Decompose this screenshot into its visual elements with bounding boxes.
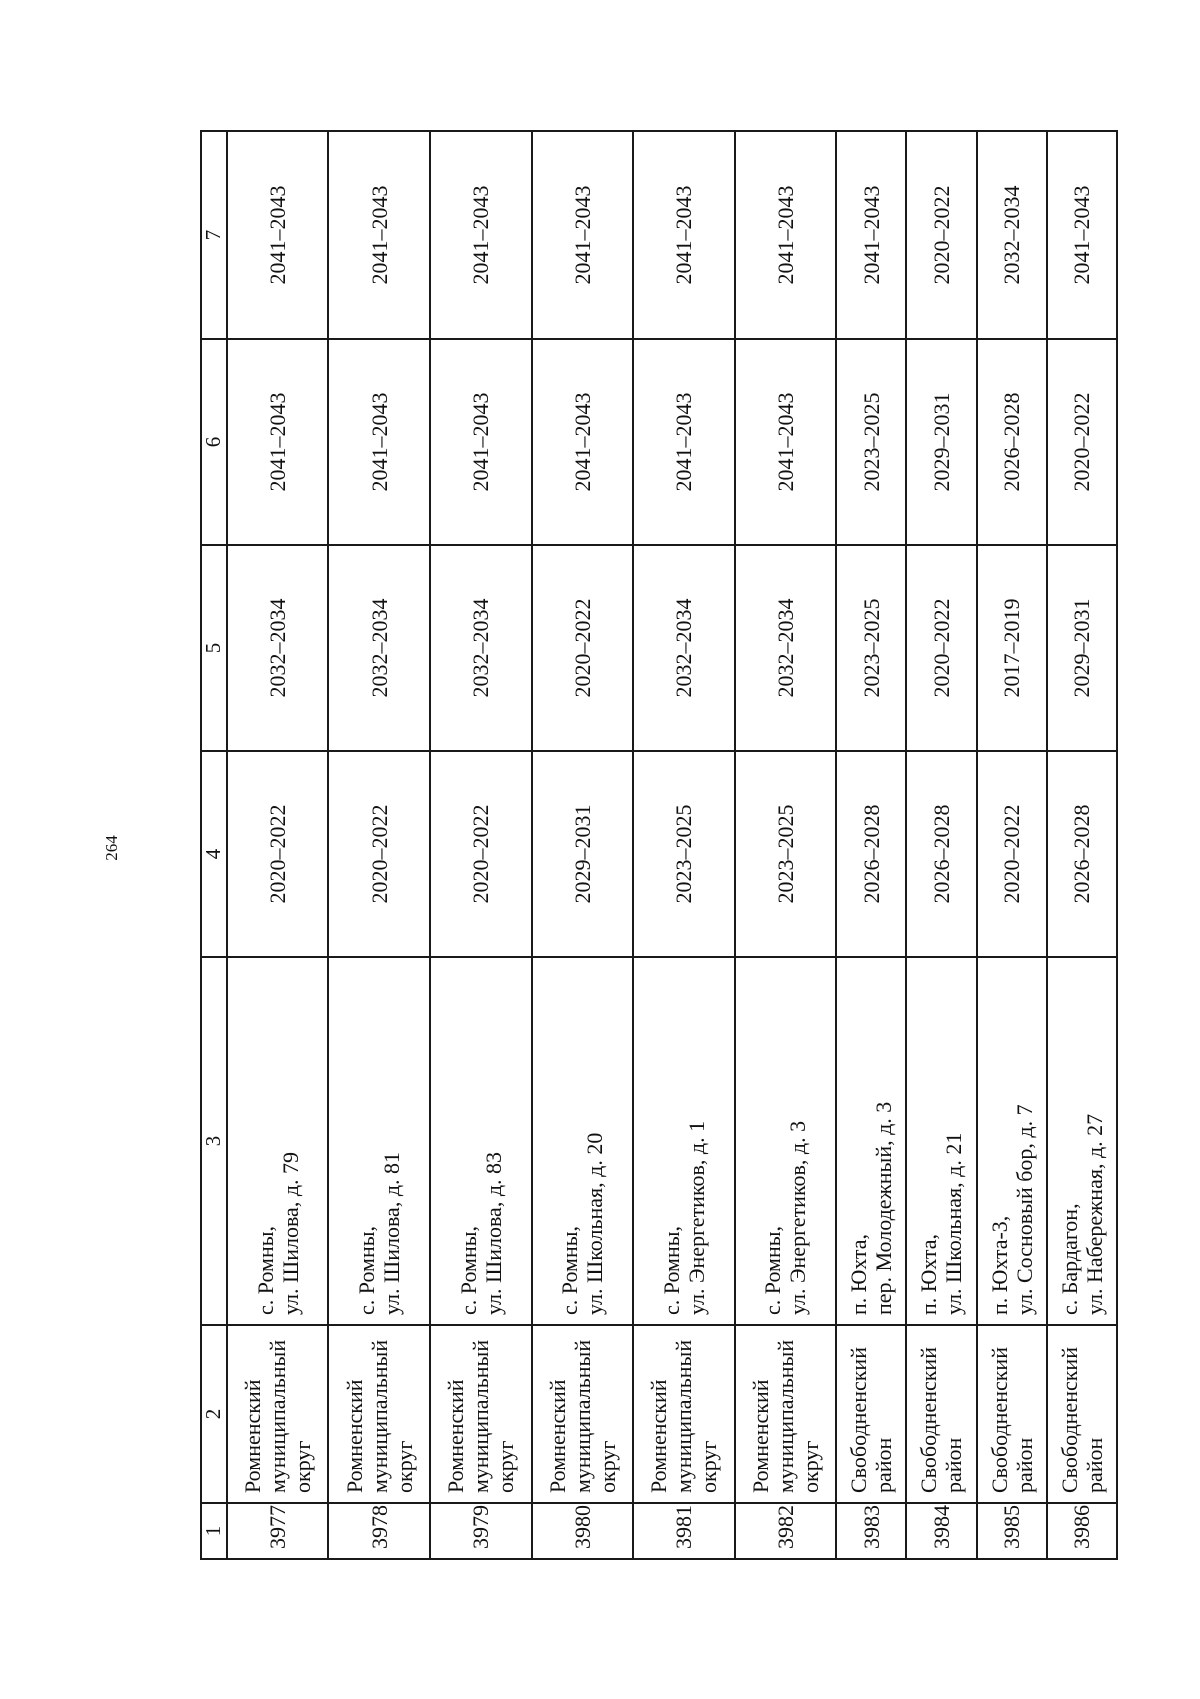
- address-line: с. Ромны,: [658, 1225, 684, 1315]
- district-cell: [633, 1325, 735, 1503]
- row-number: 3984: [906, 1503, 976, 1559]
- column-header-7: 7: [201, 131, 227, 339]
- district-line: муниципальный: [265, 1339, 291, 1493]
- district-line: Ромненский: [544, 1379, 570, 1493]
- period-cell-col5: 2020–2022: [532, 545, 634, 751]
- housing-repair-schedule-table: [200, 130, 1118, 1560]
- district-line: округ: [797, 1440, 823, 1493]
- address-line: ул. Шилова, д. 79: [277, 1151, 303, 1315]
- period-cell-col7: 2020–2022: [906, 131, 976, 339]
- address-line: ул. Набережная, д. 27: [1081, 1113, 1107, 1315]
- table-row: [328, 131, 430, 1559]
- period-cell-col5: 2032–2034: [735, 545, 837, 751]
- period-cell-col4: 2020–2022: [430, 751, 532, 957]
- district-line: Свободненский: [986, 1347, 1012, 1493]
- address-cell: [906, 957, 976, 1325]
- table-row: [633, 131, 735, 1559]
- period-cell-col6: 2041–2043: [227, 339, 329, 545]
- address-cell: [532, 957, 634, 1325]
- period-cell-col4: 2020–2022: [328, 751, 430, 957]
- address-line: п. Юхта,: [846, 1234, 872, 1315]
- district-cell: [227, 1325, 329, 1503]
- period-cell-col4: 2023–2025: [633, 751, 735, 957]
- table-row: [836, 131, 906, 1559]
- address-cell: [977, 957, 1047, 1325]
- district-cell: [735, 1325, 837, 1503]
- period-cell-col7: 2041–2043: [735, 131, 837, 339]
- address-line: с. Ромны,: [354, 1225, 380, 1315]
- address-line: п. Юхта,: [916, 1234, 942, 1315]
- address-line: с. Ромны,: [455, 1225, 481, 1315]
- period-cell-col4: 2026–2028: [906, 751, 976, 957]
- period-cell-col7: 2032–2034: [977, 131, 1047, 339]
- district-line: округ: [290, 1440, 316, 1493]
- district-line: Ромненский: [646, 1379, 672, 1493]
- address-line: с. Ромны,: [760, 1225, 786, 1315]
- address-cell: [430, 957, 532, 1325]
- district-line: округ: [493, 1440, 519, 1493]
- column-header-1: 1: [201, 1503, 227, 1559]
- district-line: Ромненский: [240, 1379, 266, 1493]
- address-line: ул. Шилова, д. 81: [379, 1151, 405, 1315]
- period-cell-col6: 2041–2043: [328, 339, 430, 545]
- address-line: с. Ромны,: [557, 1225, 583, 1315]
- row-number: 3983: [836, 1503, 906, 1559]
- address-line: ул. Шилова, д. 83: [480, 1151, 506, 1315]
- table-body: [227, 131, 1117, 1559]
- period-cell-col7: 2041–2043: [1047, 131, 1117, 339]
- address-line: с. Ромны,: [252, 1225, 278, 1315]
- period-cell-col6: 2023–2025: [836, 339, 906, 545]
- row-number: 3986: [1047, 1503, 1117, 1559]
- row-number: 3985: [977, 1503, 1047, 1559]
- period-cell-col7: 2041–2043: [430, 131, 532, 339]
- district-line: округ: [696, 1440, 722, 1493]
- address-cell: [328, 957, 430, 1325]
- address-line: с. Бардагон,: [1056, 1203, 1082, 1315]
- address-cell: [836, 957, 906, 1325]
- row-number: 3982: [735, 1503, 837, 1559]
- period-cell-col4: 2026–2028: [836, 751, 906, 957]
- table-row: [227, 131, 329, 1559]
- period-cell-col5: 2032–2034: [328, 545, 430, 751]
- period-cell-col5: 2023–2025: [836, 545, 906, 751]
- address-line: ул. Энергетиков, д. 3: [785, 1120, 811, 1315]
- period-cell-col5: 2020–2022: [906, 545, 976, 751]
- period-cell-col7: 2041–2043: [328, 131, 430, 339]
- district-line: Свободненский: [846, 1347, 872, 1493]
- district-line: Ромненский: [747, 1379, 773, 1493]
- table-row: [430, 131, 532, 1559]
- row-number: 3977: [227, 1503, 329, 1559]
- period-cell-col5: 2032–2034: [430, 545, 532, 751]
- district-line: Свободненский: [1056, 1347, 1082, 1493]
- column-header-2: 2: [201, 1325, 227, 1503]
- district-line: Свободненский: [916, 1347, 942, 1493]
- address-cell: [1047, 957, 1117, 1325]
- address-line: ул. Энергетиков, д. 1: [683, 1120, 709, 1315]
- district-line: муниципальный: [569, 1339, 595, 1493]
- address-cell: [633, 957, 735, 1325]
- period-cell-col6: 2041–2043: [430, 339, 532, 545]
- column-header-6: 6: [201, 339, 227, 545]
- table-container: [200, 132, 1118, 1560]
- address-cell: [735, 957, 837, 1325]
- period-cell-col4: 2023–2025: [735, 751, 837, 957]
- address-line: ул. Сосновый бор, д. 7: [1011, 1104, 1037, 1315]
- table-row: [735, 131, 837, 1559]
- table-row: [532, 131, 634, 1559]
- district-line: муниципальный: [366, 1339, 392, 1493]
- district-line: район: [1011, 1437, 1037, 1493]
- period-cell-col5: 2029–2031: [1047, 545, 1117, 751]
- district-line: район: [871, 1437, 897, 1493]
- address-line: п. Юхта-3,: [986, 1215, 1012, 1315]
- district-cell: [430, 1325, 532, 1503]
- district-cell: [977, 1325, 1047, 1503]
- row-number: 3978: [328, 1503, 430, 1559]
- row-number: 3979: [430, 1503, 532, 1559]
- page-number: 264: [102, 835, 121, 861]
- district-line: Ромненский: [443, 1379, 469, 1493]
- address-line: пер. Молодежный, д. 3: [871, 1101, 897, 1315]
- column-header-4: 4: [201, 751, 227, 957]
- address-line: ул. Школьная, д. 20: [582, 1132, 608, 1315]
- period-cell-col6: 2041–2043: [532, 339, 634, 545]
- row-number: 3980: [532, 1503, 634, 1559]
- period-cell-col7: 2041–2043: [836, 131, 906, 339]
- district-line: район: [1081, 1437, 1107, 1493]
- period-cell-col4: 2029–2031: [532, 751, 634, 957]
- column-header-5: 5: [201, 545, 227, 751]
- district-line: район: [941, 1437, 967, 1493]
- district-cell: [328, 1325, 430, 1503]
- period-cell-col7: 2041–2043: [532, 131, 634, 339]
- district-cell: [906, 1325, 976, 1503]
- column-number-row: [201, 131, 227, 1559]
- table-row: [1047, 131, 1117, 1559]
- period-cell-col6: 2020–2022: [1047, 339, 1117, 545]
- district-cell: [532, 1325, 634, 1503]
- district-line: Ромненский: [341, 1379, 367, 1493]
- period-cell-col5: 2032–2034: [633, 545, 735, 751]
- district-cell: [836, 1325, 906, 1503]
- period-cell-col5: 2032–2034: [227, 545, 329, 751]
- table-row: [977, 131, 1047, 1559]
- district-line: муниципальный: [772, 1339, 798, 1493]
- row-number: 3981: [633, 1503, 735, 1559]
- table-row: [906, 131, 976, 1559]
- period-cell-col6: 2041–2043: [735, 339, 837, 545]
- address-line: ул. Школьная, д. 21: [941, 1132, 967, 1315]
- period-cell-col7: 2041–2043: [227, 131, 329, 339]
- district-line: округ: [594, 1440, 620, 1493]
- period-cell-col4: 2026–2028: [1047, 751, 1117, 957]
- district-line: муниципальный: [468, 1339, 494, 1493]
- period-cell-col6: 2026–2028: [977, 339, 1047, 545]
- period-cell-col6: 2041–2043: [633, 339, 735, 545]
- column-header-3: 3: [201, 957, 227, 1325]
- table-header: [201, 131, 227, 1559]
- period-cell-col4: 2020–2022: [977, 751, 1047, 957]
- period-cell-col6: 2029–2031: [906, 339, 976, 545]
- district-line: муниципальный: [671, 1339, 697, 1493]
- period-cell-col7: 2041–2043: [633, 131, 735, 339]
- period-cell-col4: 2020–2022: [227, 751, 329, 957]
- district-cell: [1047, 1325, 1117, 1503]
- period-cell-col5: 2017–2019: [977, 545, 1047, 751]
- address-cell: [227, 957, 329, 1325]
- district-line: округ: [391, 1440, 417, 1493]
